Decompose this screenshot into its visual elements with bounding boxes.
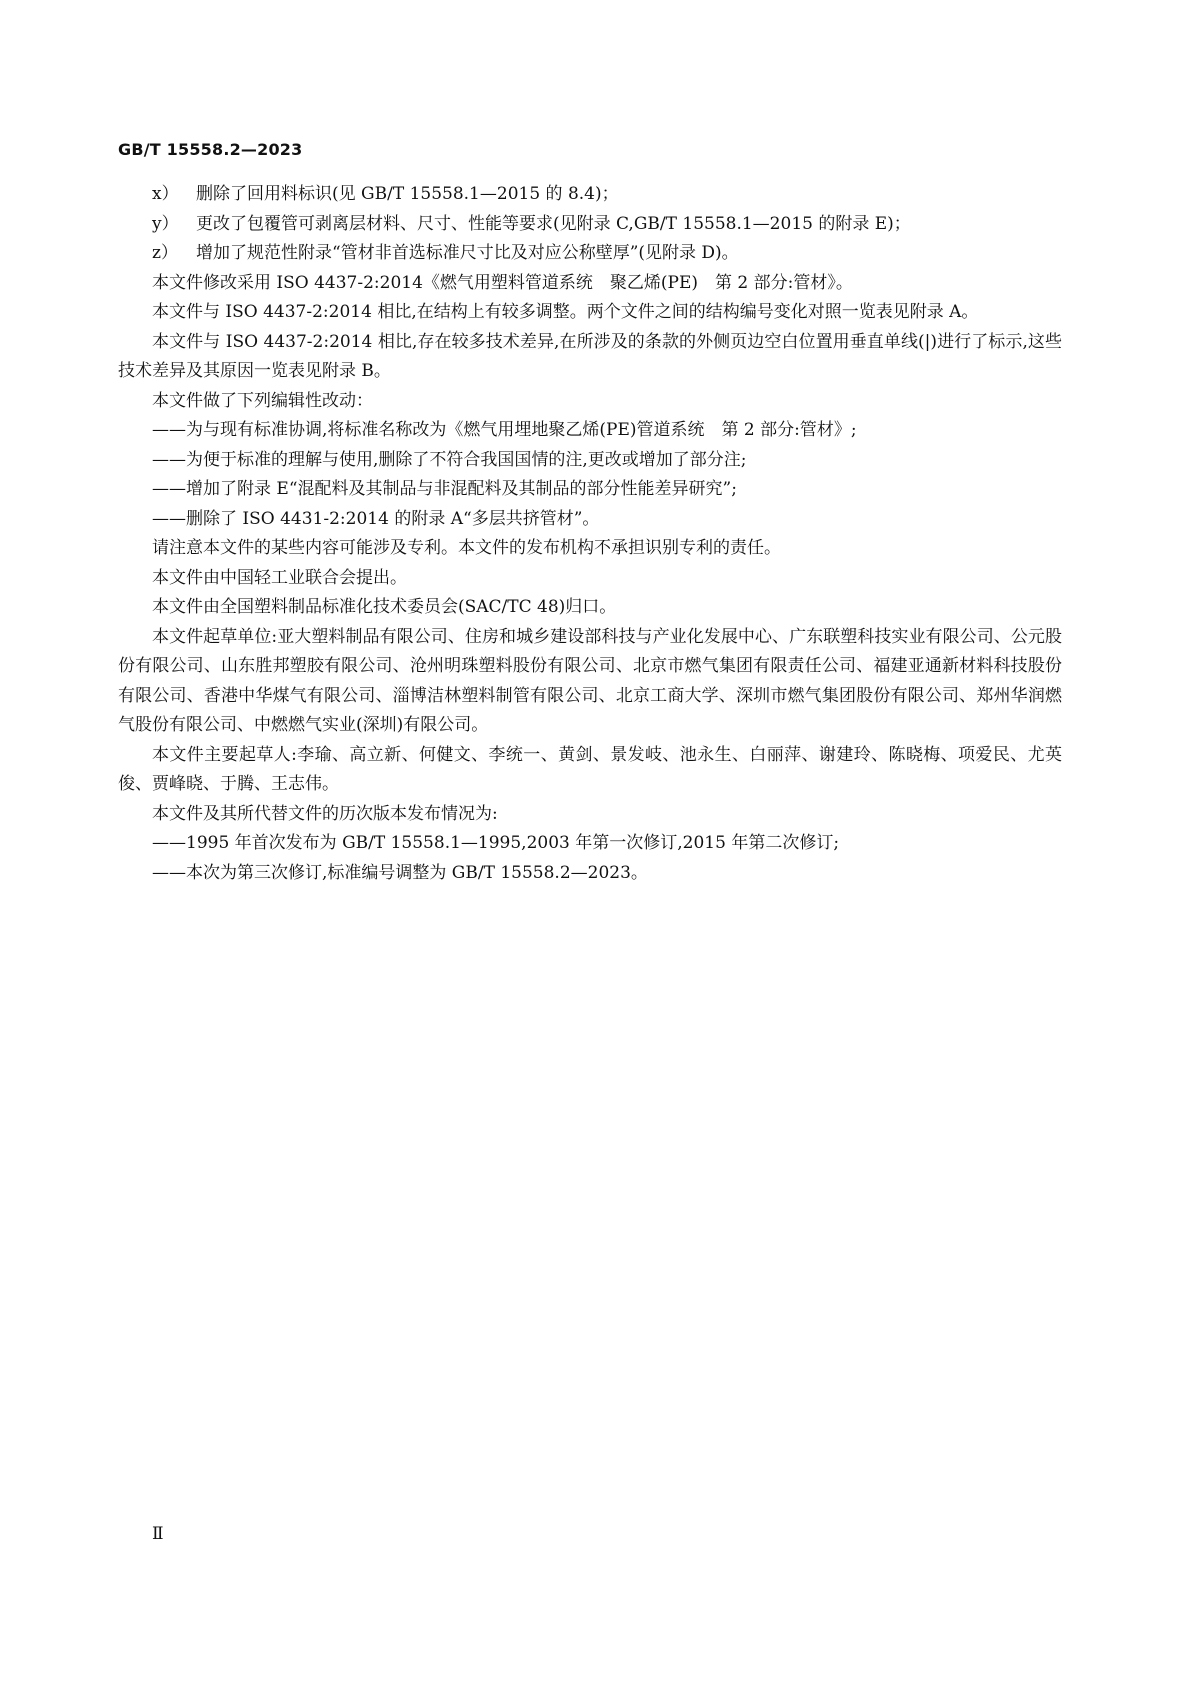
- history-item: ——本次为第三次修订,标准编号调整为 GB/T 15558.2—2023。: [152, 862, 648, 883]
- change-item-z: [118, 239, 1062, 269]
- change-item-x: [118, 180, 1062, 210]
- editorial-change-item: ——增加了附录 E“混配料及其制品与非混配料及其制品的部分性能差异研究”;: [152, 479, 737, 499]
- adoption-paragraph: 本文件修改采用 ISO 4437-2:2014《燃气用塑料管道系统 聚乙烯(PE) 第 2 部分:管材》。: [152, 272, 853, 293]
- technical-differences-paragraph: 本文件与 ISO 4437-2:2014 相比,存在较多技术差异,在所涉及的条款的外侧页边空白位置用垂直单线(|)进行了标示,这些技术差异及其原因一览表见附录 B。: [118, 331, 1062, 381]
- foreword-body: [118, 180, 1062, 888]
- editorial-change-item: ——为与现有标准协调,将标准名称改为《燃气用埋地聚乙烯(PE)管道系统 第 2 部分:管材》;: [152, 420, 857, 440]
- editorial-change-item: ——为便于标准的理解与使用,删除了不符合我国国情的注,更改或增加了部分注;: [152, 449, 747, 470]
- centralized-by: 本文件由全国塑料制品标准化技术委员会(SAC/TC 48)归口。: [152, 597, 617, 617]
- change-item-text: 增加了规范性附录“管材非首选标准尺寸比及对应公称壁厚”(见附录 D)。: [196, 243, 739, 263]
- main-drafters: 本文件主要起草人:李瑜、高立新、何健文、李统一、黄剑、景发岐、池永生、白丽萍、谢建玲、陈晓梅、项爱民、尤英俊、贾峰晓、于腾、王志伟。: [118, 744, 1062, 794]
- change-item-mark: y）: [152, 213, 179, 234]
- page-number: Ⅱ: [152, 1524, 164, 1544]
- change-item-mark: x）: [152, 184, 179, 204]
- history-item: ——1995 年首次发布为 GB/T 15558.1—1995,2003 年第一次修订,2015 年第二次修订;: [152, 833, 840, 853]
- change-item-text: 更改了包覆管可剥离层材料、尺寸、性能等要求(见附录 C,GB/T 15558.1—2015 的附录 E)；: [196, 213, 911, 234]
- change-item-text: 删除了回用料标识(见 GB/T 15558.1—2015 的 8.4)；: [196, 184, 619, 204]
- proposed-by: 本文件由中国轻工业联合会提出。: [152, 567, 407, 588]
- editorial-change-item: ——删除了 ISO 4431-2:2014 的附录 A“多层共挤管材”。: [152, 508, 600, 529]
- history-intro: 本文件及其所代替文件的历次版本发布情况为:: [152, 803, 498, 824]
- editorial-intro: 本文件做了下列编辑性改动：: [152, 390, 373, 411]
- drafting-units: 本文件起草单位:亚大塑料制品有限公司、住房和城乡建设部科技与产业化发展中心、广东联塑科技实业有限公司、公元股份有限公司、山东胜邦塑胶有限公司、沧州明珠塑料股份有限公司、北京市燃气集团有限责任公司、福建亚通新材料科技股份有限公司、香港中华煤气有限公司、淄博洁林塑料制管有限公司、北京工商大学、深圳市燃气集团股份有限公司、郑州华润燃气股份有限公司、中燃燃气实业(深圳)有限公司。: [118, 626, 1062, 735]
- change-item-mark: z）: [152, 243, 178, 263]
- change-item-y: [118, 210, 1062, 240]
- standard-code-header: GB/T 15558.2—2023: [118, 140, 303, 159]
- structure-paragraph: 本文件与 ISO 4437-2:2014 相比,在结构上有较多调整。两个文件之间的结构编号变化对照一览表见附录 A。: [152, 302, 979, 322]
- patent-notice: 请注意本文件的某些内容可能涉及专利。本文件的发布机构不承担识别专利的责任。: [152, 538, 781, 558]
